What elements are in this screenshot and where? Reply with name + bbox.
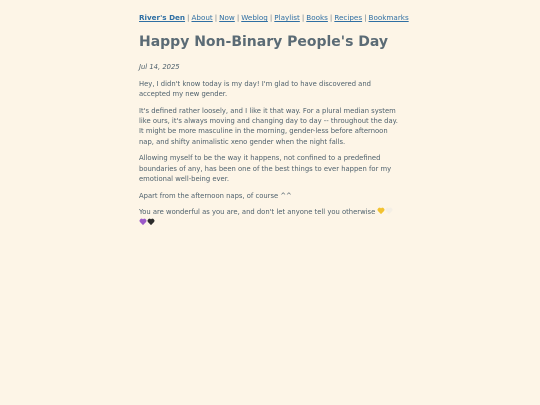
yellow-heart-icon — [377, 208, 384, 215]
post-title: Happy Non-Binary People's Day — [139, 34, 389, 50]
white-heart-icon — [385, 208, 392, 215]
closing-text: You are wonderful as you are, and don't let anyone tell you otherwise — [139, 208, 376, 217]
purple-heart-icon — [139, 219, 146, 226]
nav-separator: | — [301, 13, 305, 22]
post-paragraph: Allowing myself to be the way it happens, not confined to a predefined boundaries of any, has been one of the best things to ever happen for my emotional well-being ever. — [139, 154, 392, 183]
site-nav — [139, 13, 409, 23]
nav-separator: | — [187, 13, 190, 22]
nav-separator: | — [236, 13, 240, 22]
post-body — [139, 79, 401, 234]
nav-link-bookmarks[interactable]: Bookmarks — [368, 13, 409, 22]
nav-link-recipes[interactable]: Recipes — [334, 13, 363, 22]
post-paragraph: Hey, I didn't know today is my day! I'm glad to have discovered and accepted my new gender. — [139, 80, 371, 99]
post-paragraph: Apart from the afternoon naps, of course ^^ — [139, 191, 292, 200]
nav-link-about[interactable]: About — [191, 13, 213, 22]
post-paragraph-closing — [139, 207, 401, 227]
nav-link-home[interactable]: River's Den — [139, 13, 186, 22]
nav-link-weblog[interactable]: Weblog — [241, 13, 268, 22]
black-heart-icon — [147, 219, 154, 226]
nav-separator: | — [364, 13, 367, 22]
nav-separator: | — [214, 13, 218, 22]
post-date: Jul 14, 2025 — [139, 63, 180, 71]
nav-separator: | — [269, 13, 273, 22]
nav-link-now[interactable]: Now — [219, 13, 235, 22]
nav-link-playlist[interactable]: Playlist — [274, 13, 300, 22]
nav-link-books[interactable]: Books — [306, 13, 328, 22]
post-paragraph: It's defined rather loosely, and I like it that way. For a plural median system like ours, it's always moving and changing day to day -- throughout the day. It might be more masculine in the morning, gender-less before afternoon nap, and shifty animalistic xeno gender when the night falls. — [139, 107, 398, 146]
nav-separator: | — [329, 13, 333, 22]
